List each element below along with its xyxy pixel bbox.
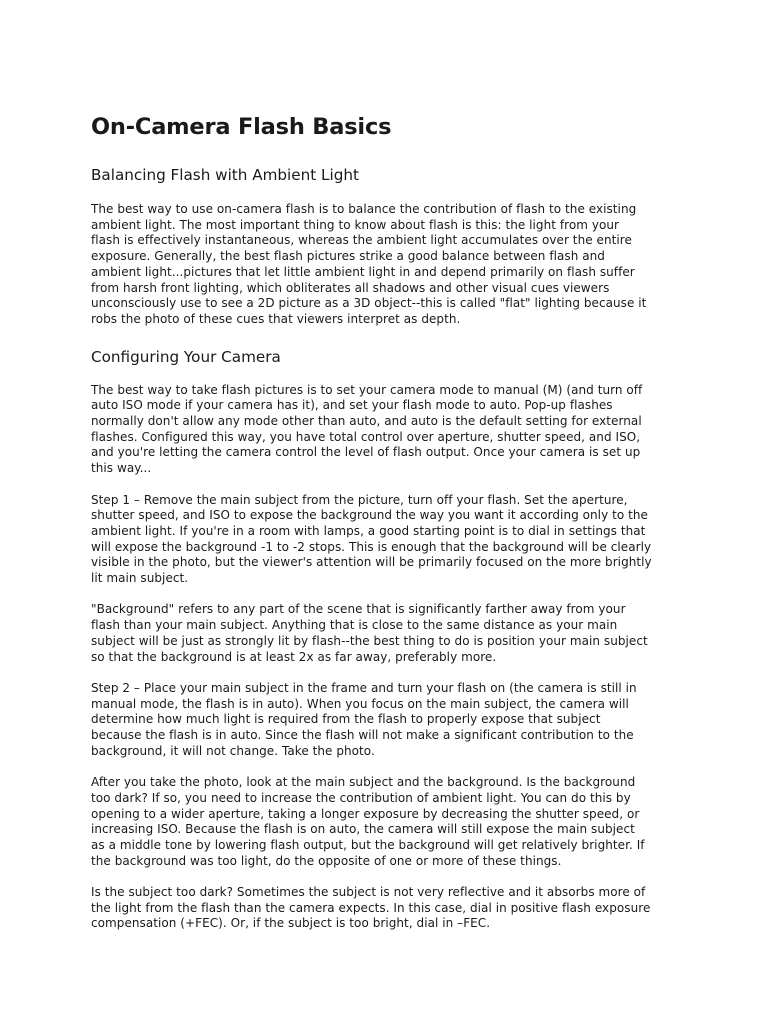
section-heading-configuring-camera: Configuring Your Camera bbox=[91, 347, 281, 366]
paragraph-subject-too-dark: Is the subject too dark? Sometimes the subject is not very reflective and it absorbs more of the light from the flash than the camera expects. In this case, dial in positive flash exposure compensation (+FEC). Or, if the subject is too bright, dial in –FEC. bbox=[91, 885, 651, 931]
paragraph-step-2: Step 2 – Place your main subject in the frame and turn your flash on (the camera is still in manual mode, the flash is in auto). When you focus on the main subject, the camera will determine how much light is required from the flash to properly expose that subject because the flash is in auto. Since the flash will not make a significant contribution to the background, it will not change. Take the photo. bbox=[91, 680, 637, 758]
document-page bbox=[91, 112, 691, 932]
document-title: On-Camera Flash Basics bbox=[91, 114, 392, 140]
paragraph-balancing-intro: The best way to use on-camera flash is to balance the contribution of flash to the existing ambient light. The most important thing to know about flash is this: the light from your flash is effectively instantaneous, whereas the ambient light accumulates over the entire exposure. Generally, the best flash pictures strike a good balance between flash and ambient light...pictures that let little ambient light in and depend primarily on flash suffer from harsh front lighting, which obliterates all shadows and other visual cues viewers unconsciously use to see a 2D picture as a 3D object--this is called "flat" lighting because it robs the photo of these cues that viewers interpret as depth. bbox=[91, 202, 647, 326]
section-heading-balancing-flash: Balancing Flash with Ambient Light bbox=[91, 166, 359, 184]
paragraph-background-definition: "Background" refers to any part of the scene that is significantly farther away from your flash than your main subject. Anything that is close to the same distance as your main subject will be just as strongly lit by flash--the best thing to do is position your main subject so that the background is at least 2x as far away, preferably more. bbox=[91, 602, 648, 664]
paragraph-step-1: Step 1 – Remove the main subject from the picture, turn off your flash. Set the aperture, shutter speed, and ISO to expose the background the way you want it according only to the ambient light. If you're in a room with lamps, a good starting point is to dial in settings that will expose the background -1 to -2 stops. This is enough that the background will be clearly visible in the photo, but the viewer's attention will be primarily focused on the more brightly lit main subject. bbox=[91, 492, 652, 586]
paragraph-config-intro: The best way to take flash pictures is to set your camera mode to manual (M) (and turn off auto ISO mode if your camera has it), and set your flash mode to auto. Pop-up flashes normally don't allow any mode other than auto, and auto is the default setting for external flashes. Configured this way, you have total control over aperture, shutter speed, and ISO, and you're letting the camera control the level of flash output. Once your camera is set up this way... bbox=[91, 382, 643, 476]
paragraph-after-photo: After you take the photo, look at the main subject and the background. Is the background too dark? If so, you need to increase the contribution of ambient light. You can do this by opening to a wider aperture, taking a longer exposure by decreasing the shutter speed, or increasing ISO. Because the flash is on auto, the camera will still expose the main subject as a middle tone by lowering flash output, but the background will get relatively brighter. If the background was too light, do the opposite of one or more of these things. bbox=[91, 775, 645, 868]
